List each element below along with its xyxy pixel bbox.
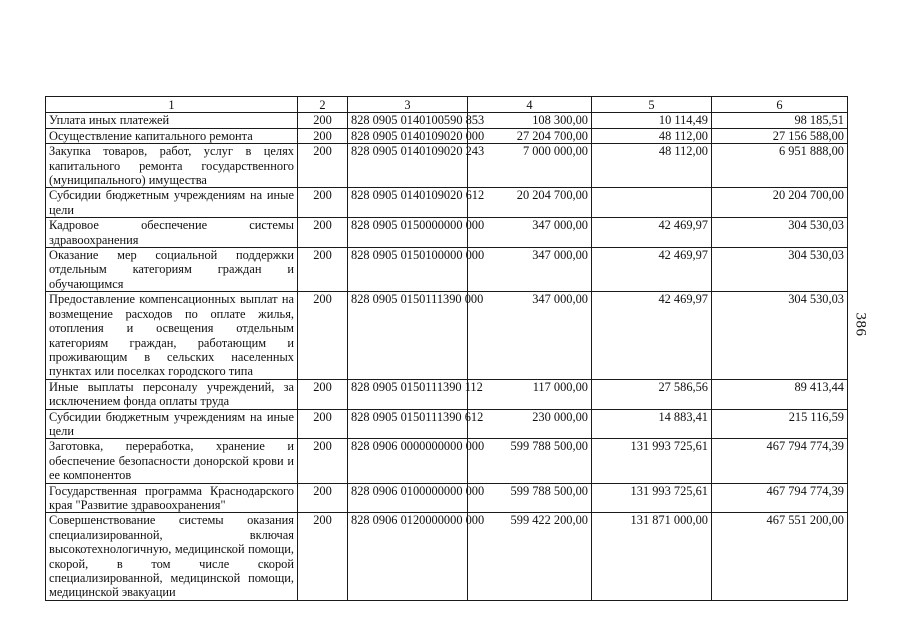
table-row — [46, 218, 848, 248]
table-row — [46, 144, 848, 188]
row-name-cell: Кадровое обеспечение системы здравоохранения — [46, 218, 298, 248]
row-code-cell: 200 — [298, 483, 348, 513]
row-name-cell: Иные выплаты персоналу учреждений, за исключением фонда оплаты труда — [46, 379, 298, 409]
row-name-cell: Субсидии бюджетным учреждениям на иные цели — [46, 188, 298, 218]
row-code-cell: 200 — [298, 113, 348, 128]
column-header: 4 — [468, 97, 592, 113]
table-header-row — [46, 97, 848, 113]
row-classifier-cell: 828 0905 0150100000 000 — [348, 248, 468, 292]
row-col6-cell: 304 530,03 — [712, 218, 848, 248]
row-col4-cell: 599 422 200,00 — [468, 513, 592, 600]
row-col6-cell: 27 156 588,00 — [712, 128, 848, 143]
table-row — [46, 113, 848, 128]
row-name-cell: Предоставление компенсационных выплат на возмещение расходов по оплате жилья, отопления и освещения отдельным категориям граждан, работающим и проживающим в сельских населенных пунктах или поселках городского типа — [46, 292, 298, 379]
row-col4-cell: 117 000,00 — [468, 379, 592, 409]
table-row — [46, 513, 848, 600]
row-code-cell: 200 — [298, 248, 348, 292]
row-code-cell: 200 — [298, 439, 348, 483]
row-name-cell: Субсидии бюджетным учреждениям на иные цели — [46, 409, 298, 439]
row-classifier-cell: 828 0905 0140109020 612 — [348, 188, 468, 218]
row-code-cell: 200 — [298, 513, 348, 600]
row-classifier-cell: 828 0905 0150111390 000 — [348, 292, 468, 379]
row-code-cell: 200 — [298, 188, 348, 218]
row-name-cell: Закупка товаров, работ, услуг в целях капитального ремонта государственного (муниципального) имущества — [46, 144, 298, 188]
row-col6-cell: 20 204 700,00 — [712, 188, 848, 218]
column-header: 5 — [592, 97, 712, 113]
table-row — [46, 379, 848, 409]
row-classifier-cell: 828 0906 0100000000 000 — [348, 483, 468, 513]
row-code-cell: 200 — [298, 379, 348, 409]
row-col5-cell: 131 871 000,00 — [592, 513, 712, 600]
row-col6-cell: 98 185,51 — [712, 113, 848, 128]
row-col5-cell: 10 114,49 — [592, 113, 712, 128]
row-code-cell: 200 — [298, 144, 348, 188]
column-header: 1 — [46, 97, 298, 113]
row-code-cell: 200 — [298, 292, 348, 379]
table-row — [46, 483, 848, 513]
column-header: 6 — [712, 97, 848, 113]
row-col6-cell: 89 413,44 — [712, 379, 848, 409]
row-col4-cell: 20 204 700,00 — [468, 188, 592, 218]
row-col4-cell: 27 204 700,00 — [468, 128, 592, 143]
row-col5-cell: 42 469,97 — [592, 218, 712, 248]
row-col5-cell: 48 112,00 — [592, 128, 712, 143]
table-row — [46, 439, 848, 483]
row-col5-cell: 48 112,00 — [592, 144, 712, 188]
table-row — [46, 248, 848, 292]
row-classifier-cell: 828 0905 0140109020 000 — [348, 128, 468, 143]
row-col6-cell: 467 794 774,39 — [712, 483, 848, 513]
row-classifier-cell: 828 0905 0150111390 112 — [348, 379, 468, 409]
row-col4-cell: 347 000,00 — [468, 218, 592, 248]
row-col4-cell: 347 000,00 — [468, 248, 592, 292]
row-col6-cell: 215 116,59 — [712, 409, 848, 439]
row-classifier-cell: 828 0905 0140109020 243 — [348, 144, 468, 188]
row-classifier-cell: 828 0905 0140100590 853 — [348, 113, 468, 128]
row-name-cell: Осуществление капитального ремонта — [46, 128, 298, 143]
table-row — [46, 128, 848, 143]
row-col4-cell: 108 300,00 — [468, 113, 592, 128]
table-row — [46, 292, 848, 379]
row-col4-cell: 347 000,00 — [468, 292, 592, 379]
row-col6-cell: 467 794 774,39 — [712, 439, 848, 483]
row-col4-cell: 599 788 500,00 — [468, 439, 592, 483]
budget-table — [45, 96, 848, 601]
row-name-cell: Совершенствование системы оказания специализированной, включая высокотехнологичную, медицинской помощи, скорой, в том числе скорой специализированной, медицинской помощи, медицинской эвакуации — [46, 513, 298, 600]
row-name-cell: Уплата иных платежей — [46, 113, 298, 128]
row-col6-cell: 6 951 888,00 — [712, 144, 848, 188]
row-code-cell: 200 — [298, 128, 348, 143]
row-col6-cell: 304 530,03 — [712, 292, 848, 379]
row-col6-cell: 467 551 200,00 — [712, 513, 848, 600]
column-header: 2 — [298, 97, 348, 113]
table-row — [46, 188, 848, 218]
row-name-cell: Оказание мер социальной поддержки отдельным категориям граждан и обучающимся — [46, 248, 298, 292]
row-col5-cell: 42 469,97 — [592, 292, 712, 379]
column-header: 3 — [348, 97, 468, 113]
table-row — [46, 409, 848, 439]
row-col5-cell: 14 883,41 — [592, 409, 712, 439]
row-name-cell: Заготовка, переработка, хранение и обеспечение безопасности донорской крови и ее компонентов — [46, 439, 298, 483]
row-name-cell: Государственная программа Краснодарского края "Развитие здравоохранения" — [46, 483, 298, 513]
row-col5-cell: 42 469,97 — [592, 248, 712, 292]
row-classifier-cell: 828 0906 0120000000 000 — [348, 513, 468, 600]
row-classifier-cell: 828 0906 0000000000 000 — [348, 439, 468, 483]
row-col6-cell: 304 530,03 — [712, 248, 848, 292]
row-col4-cell: 599 788 500,00 — [468, 483, 592, 513]
row-col5-cell: 131 993 725,61 — [592, 439, 712, 483]
row-col5-cell: 27 586,56 — [592, 379, 712, 409]
row-classifier-cell: 828 0905 0150000000 000 — [348, 218, 468, 248]
row-col4-cell: 230 000,00 — [468, 409, 592, 439]
row-code-cell: 200 — [298, 409, 348, 439]
row-col4-cell: 7 000 000,00 — [468, 144, 592, 188]
row-classifier-cell: 828 0905 0150111390 612 — [348, 409, 468, 439]
row-code-cell: 200 — [298, 218, 348, 248]
page-number: 386 — [852, 312, 869, 337]
row-col5-cell — [592, 188, 712, 218]
row-col5-cell: 131 993 725,61 — [592, 483, 712, 513]
